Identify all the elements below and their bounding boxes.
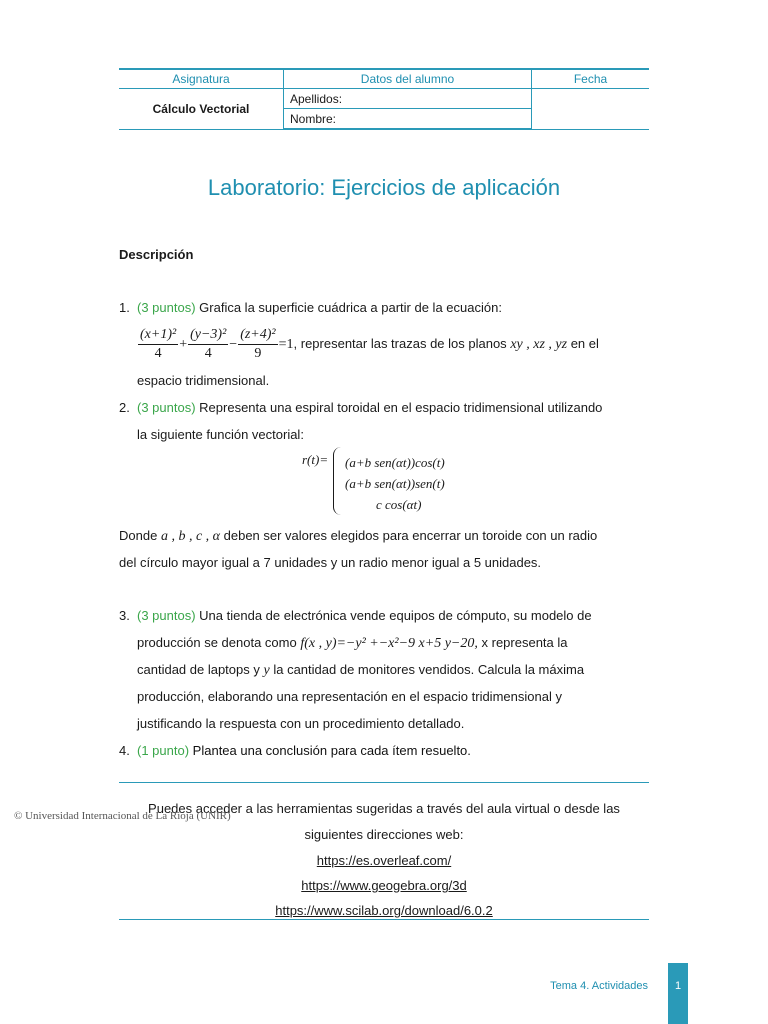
item-1-equation-line [137, 322, 649, 367]
item-2-points: (3 puntos) [137, 400, 196, 415]
item-3-line-1: (3 puntos) Una tienda de electrónica vende equipos de cómputo, su modelo de [137, 608, 592, 623]
surname-label: Apellidos: [284, 89, 532, 109]
item-2-number: 2. [119, 400, 130, 415]
vector-row-1: (a+b sen(αt))cos(t) [345, 455, 445, 470]
copyright-note: © Universidad Internacional de La Rioja (UNIR) [14, 810, 231, 822]
item-1-text-c: en el [570, 336, 599, 351]
item-2-follow-line-2: del círculo mayor igual a 7 unidades y un radio menor igual a 5 unidades. [119, 555, 542, 570]
description-heading: Descripción [119, 247, 194, 262]
item-1-text-b: , representar las trazas de los planos [293, 336, 507, 351]
vector-brace [333, 447, 344, 515]
item-2-follow-line-1: Donde a , b , c , α deben ser valores elegidos para encerrar un toroide con un radio [119, 528, 598, 544]
link-row-1 [119, 848, 649, 874]
item-3-line-4: producción, elaborando una representación en el espacio tridimensional y [137, 689, 562, 704]
item-3-line-5: justificando la respuesta con un procedimiento detallado. [137, 716, 465, 731]
item-1-planes: xy , xz , yz [510, 337, 568, 352]
resources-line-2: siguientes direcciones web: [304, 827, 464, 842]
item-1-line-1 [137, 294, 649, 321]
item-4-number: 4. [119, 743, 130, 758]
scilab-link[interactable]: https://www.scilab.org/download/6.0.2 [275, 903, 493, 918]
date-cell [532, 89, 650, 130]
col-student-header: Datos del alumno [284, 69, 532, 89]
item-1-text-a: Grafica la superficie cuádrica a partir de la ecuación: [199, 300, 502, 315]
link-row-2 [119, 873, 649, 899]
vector-function-lhs: r(t)= [302, 452, 329, 467]
vector-row-3: c cos(αt) [376, 497, 422, 512]
name-label: Nombre: [284, 109, 532, 130]
col-subject-header: Asignatura [119, 69, 284, 89]
item-3-line-3: cantidad de laptops y y la cantidad de monitores vendidos. Calcula la máxima [137, 662, 585, 678]
production-function: f(x , y)=−y² +−x²−9 x+5 y−20, [300, 636, 478, 651]
item-1-points: (3 puntos) [137, 300, 196, 315]
resources-line-1: Puedes acceder a las herramientas sugeridas a través del aula virtual o desde las [148, 801, 620, 816]
item-2-text-a: Representa una espiral toroidal en el espacio tridimensional utilizando [199, 400, 603, 415]
item-2-line-1 [137, 394, 649, 421]
item-1-number: 1. [119, 300, 130, 315]
overleaf-link[interactable]: https://es.overleaf.com/ [316, 853, 452, 868]
geogebra-link[interactable]: https://www.geogebra.org/3d [301, 878, 467, 893]
page-title: Laboratorio: Ejercicios de aplicación [207, 175, 561, 200]
item-3-number: 3. [119, 608, 130, 623]
resources-top-rule [119, 782, 649, 783]
col-date-header: Fecha [532, 69, 650, 89]
item-3-points: (3 puntos) [137, 608, 196, 623]
item-1-text-d: espacio tridimensional. [137, 373, 270, 388]
item-4-line-1: (1 punto) Plantea una conclusión para cada ítem resuelto. [137, 743, 471, 758]
vector-row-2: (a+b sen(αt))sen(t) [345, 476, 445, 491]
item-3-line-2: producción se denota como f(x , y)=−y² +−x²−9 x+5 y−20, x representa la [137, 635, 568, 651]
footer-section: Tema 4. Actividades [550, 980, 648, 992]
page-number-tab [668, 963, 688, 1024]
resources-bottom-rule [119, 919, 649, 920]
item-4-points: (1 punto) [137, 743, 190, 758]
item-2-text-b: la siguiente función vectorial: [137, 427, 304, 442]
equation: $\frac{\text{(x+1)²}}{4}$ + $\frac{\text{(y−3)²}}{4}$ − $\frac{\text{(z+4)²}}{9}$ =1 [140, 327, 294, 362]
subject-cell: Cálculo Vectorial [119, 89, 284, 130]
page-number: 1 [674, 980, 682, 992]
link-row-3 [119, 898, 649, 924]
header-table [119, 68, 649, 130]
